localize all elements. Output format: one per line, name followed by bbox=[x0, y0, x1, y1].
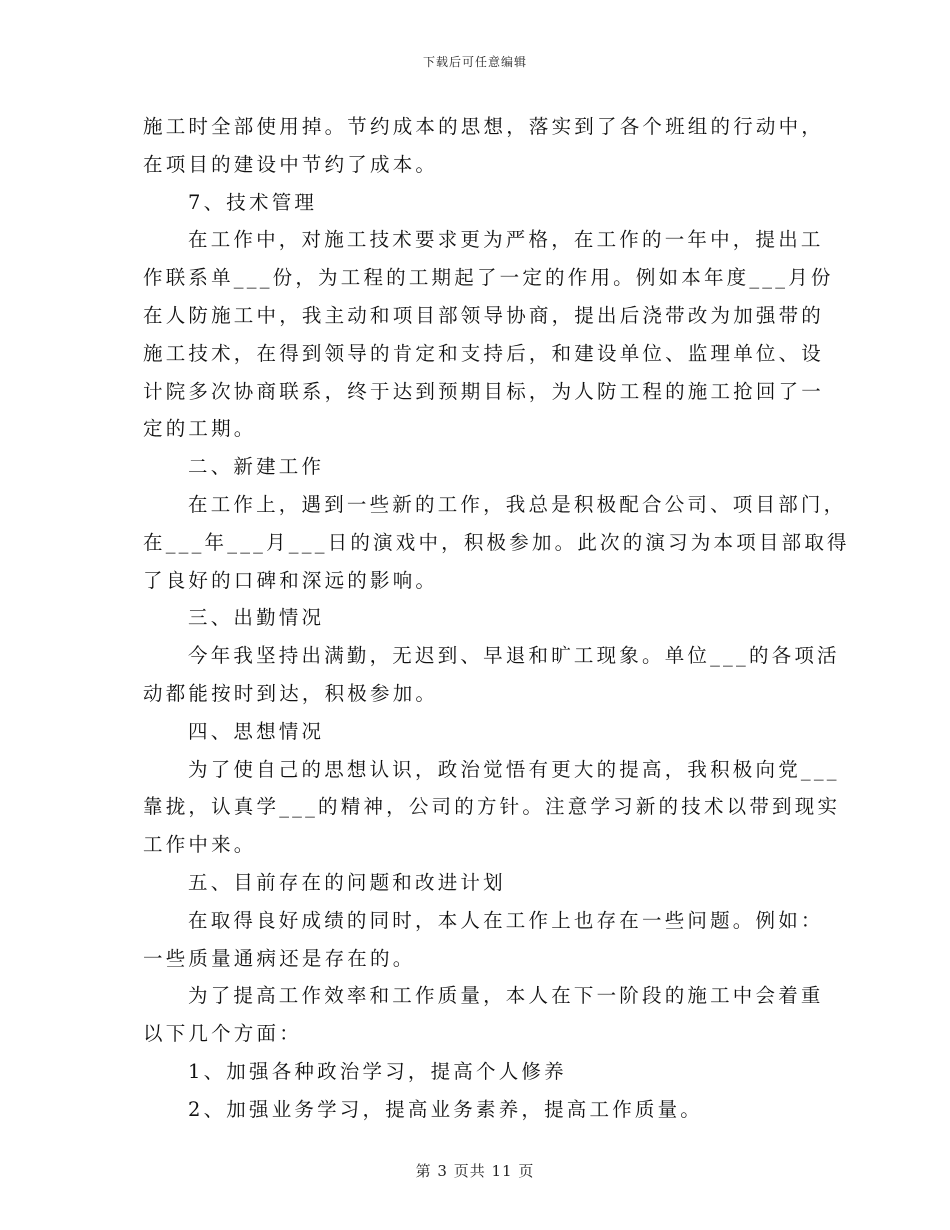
paragraph-line: 在工作中，对施工技术要求更为严格，在工作的一年中，提出工 bbox=[188, 228, 824, 252]
list-item: 2、加强业务学习，提高业务素养，提高工作质量。 bbox=[188, 1097, 704, 1121]
paragraph-line: 在人防施工中，我主动和项目部领导协商，提出后浇带改为加强带的 bbox=[143, 303, 825, 327]
paragraph-line: 施工时全部使用掉。节约成本的思想，落实到了各个班组的行动中， bbox=[143, 115, 825, 138]
paragraph-line: 计院多次协商联系，终于达到预期目标，为人防工程的施工抢回了一 bbox=[143, 379, 825, 403]
paragraph-line: 施工技术，在得到领导的肯定和支持后，和建设单位、监理单位、设 bbox=[143, 341, 825, 365]
paragraph-line: 作联系单___份，为工程的工期起了一定的作用。例如本年度___月份 bbox=[143, 266, 834, 290]
list-item: 1、加强各种政治学习，提高个人修养 bbox=[188, 1059, 567, 1083]
section-heading: 四、思想情况 bbox=[188, 719, 325, 743]
paragraph-line: 为了提高工作效率和工作质量，本人在下一阶段的施工中会着重 bbox=[188, 984, 824, 1008]
page-footer: 第 3 页共 11 页 bbox=[415, 1162, 535, 1180]
paragraph-line: 在取得良好成绩的同时，本人在工作上也存在一些问题。例如： bbox=[188, 908, 824, 932]
paragraph-line: 一些质量通病还是存在的。 bbox=[143, 946, 416, 970]
paragraph-line: 在项目的建设中节约了成本。 bbox=[143, 152, 439, 176]
paragraph-line: 以下几个方面： bbox=[143, 1022, 302, 1046]
paragraph-line: 了良好的口碑和深远的影响。 bbox=[143, 568, 439, 592]
section-heading: 二、新建工作 bbox=[188, 455, 325, 479]
paragraph-line: 在___年___月___日的演戏中，积极参加。此次的演习为本项目部取得 bbox=[143, 530, 850, 554]
document-body bbox=[143, 108, 850, 1129]
paragraph-line: 在工作上，遇到一些新的工作，我总是积极配合公司、项目部门， bbox=[188, 492, 847, 516]
section-heading: 7、技术管理 bbox=[188, 190, 318, 214]
page-header: 下载后可任意编辑 bbox=[422, 55, 527, 69]
section-heading: 五、目前存在的问题和改进计划 bbox=[188, 870, 506, 894]
paragraph-line: 为了使自己的思想认识，政治觉悟有更大的提高，我积极向党___ bbox=[188, 757, 840, 781]
paragraph-line: 工作中来。 bbox=[143, 833, 257, 857]
paragraph-line: 定的工期。 bbox=[143, 417, 257, 441]
paragraph-line: 动都能按时到达，积极参加。 bbox=[143, 681, 439, 705]
paragraph-line: 靠拢，认真学___的精神，公司的方针。注意学习新的技术以带到现实 bbox=[143, 795, 841, 819]
section-heading: 三、出勤情况 bbox=[188, 606, 325, 630]
paragraph-line: 今年我坚持出满勤，无迟到、早退和旷工现象。单位___的各项活 bbox=[188, 644, 840, 668]
